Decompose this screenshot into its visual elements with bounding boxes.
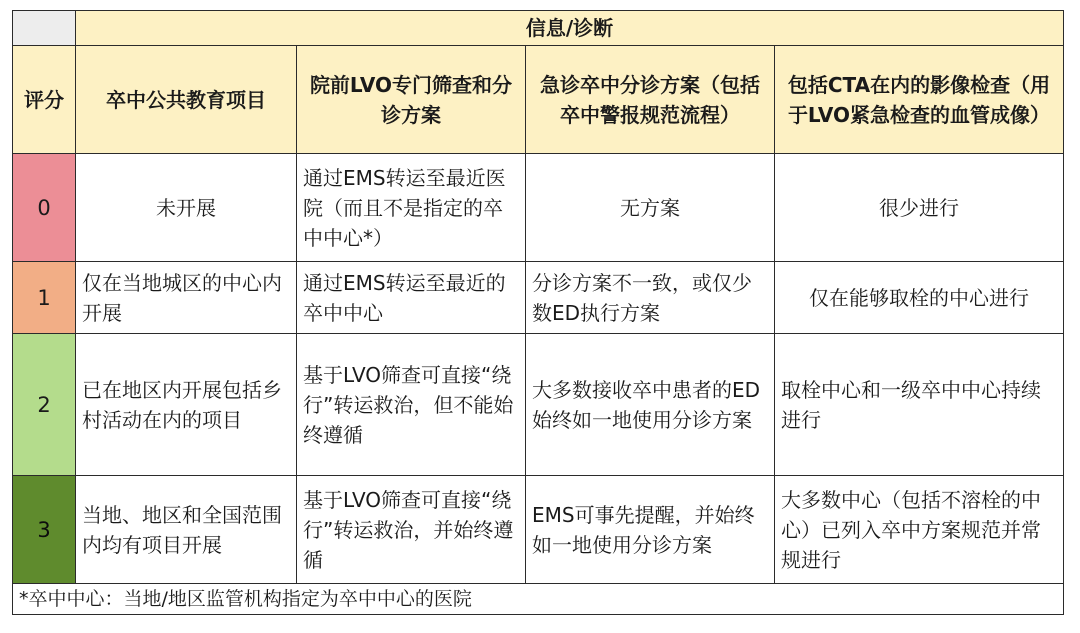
table-cell: 通过EMS转运至最近医院（而且不是指定的卒中中心*）	[297, 154, 526, 262]
score-header: 评分	[13, 46, 76, 154]
table-cell: 未开展	[76, 154, 297, 262]
table-cell: 基于LVO筛查可直接“绕行”转运救治，并始终遵循	[297, 476, 526, 584]
column-header-emergency: 急诊卒中分诊方案（包括卒中警报规范流程）	[526, 46, 775, 154]
column-header-imaging: 包括CTA在内的影像检查（用于LVO紧急检查的血管成像）	[775, 46, 1064, 154]
footnote-row	[13, 584, 1064, 615]
score-cell: 1	[13, 262, 76, 334]
table-row	[13, 154, 1064, 262]
score-cell: 2	[13, 334, 76, 476]
score-cell: 3	[13, 476, 76, 584]
column-header-row	[13, 46, 1064, 154]
table-cell: 仅在当地城区的中心内开展	[76, 262, 297, 334]
group-title: 信息/诊断	[76, 11, 1064, 46]
table-cell: 取栓中心和一级卒中中心持续进行	[775, 334, 1064, 476]
stroke-scoring-table	[12, 10, 1064, 615]
table-cell: 基于LVO筛查可直接“绕行”转运救治，但不能始终遵循	[297, 334, 526, 476]
column-header-education: 卒中公共教育项目	[76, 46, 297, 154]
table-cell: 无方案	[526, 154, 775, 262]
table-cell: 很少进行	[775, 154, 1064, 262]
footnote: *卒中中心：当地/地区监管机构指定为卒中中心的医院	[13, 584, 1064, 615]
table-cell: 已在地区内开展包括乡村活动在内的项目	[76, 334, 297, 476]
table-cell: 通过EMS转运至最近的卒中中心	[297, 262, 526, 334]
table-cell: EMS可事先提醒，并始终如一地使用分诊方案	[526, 476, 775, 584]
table-row	[13, 334, 1064, 476]
column-header-prehospital: 院前LVO专门筛查和分诊方案	[297, 46, 526, 154]
table-row	[13, 262, 1064, 334]
group-header-row	[13, 11, 1064, 46]
table-cell: 分诊方案不一致，或仅少数ED执行方案	[526, 262, 775, 334]
table-cell: 仅在能够取栓的中心进行	[775, 262, 1064, 334]
corner-cell	[13, 11, 76, 46]
table-cell: 大多数接收卒中患者的ED始终如一地使用分诊方案	[526, 334, 775, 476]
table-cell: 大多数中心（包括不溶栓的中心）已列入卒中方案规范并常规进行	[775, 476, 1064, 584]
table-row	[13, 476, 1064, 584]
score-cell: 0	[13, 154, 76, 262]
table-cell: 当地、地区和全国范围内均有项目开展	[76, 476, 297, 584]
